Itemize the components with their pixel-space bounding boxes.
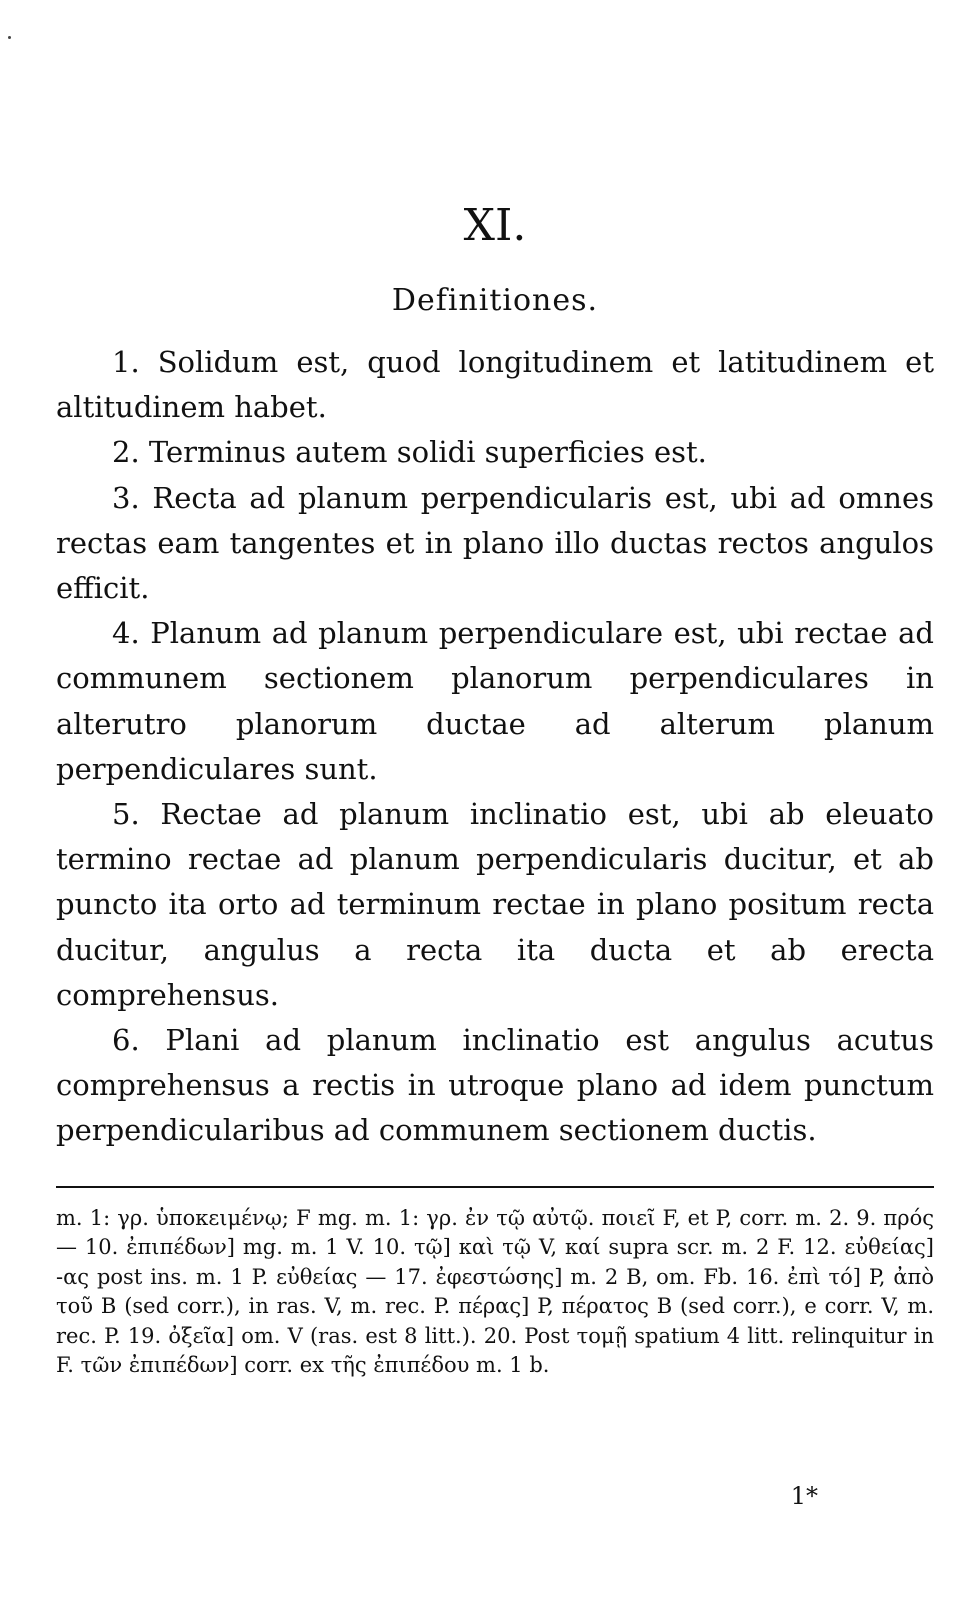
critical-apparatus: m. 1: γρ. ὑποκειμένῳ; F mg. m. 1: γρ. ἐν τῷ αὐτῷ. ποιεῖ F, et P, corr. m. 2. 9. πρός — 10. ἐπιπέδων] mg. m. 1 V. 10. τῷ] καὶ τῷ V, καί supra scr. m. 2 F. 12. εὐθείας] -ας post ins. m. 1 P. εὐθείας — 17. ἐφεστώσης] m. 2 B, om. Fb. 16. ἐπὶ τό] P, ἀπὸ τοῦ B (sed corr.), in ras. V, m. rec. P. πέρας] P, πέρατος B (sed corr.), e corr. V, m. rec. P. 19. ὀξεῖα] om. V (ras. est 8 litt.). 20. Post τομῇ spatium 4 litt. relinquitur in F. τῶν ἐπιπέδων] corr. ex τῆς ἐπιπέδου m. 1 b. xyxy=(56,1206,934,1378)
definitions-list xyxy=(56,340,934,1154)
definition-3: 3. Recta ad planum perpendicularis est, ubi ad omnes rectas eam tangentes et in plano illo ductas rectos angulos efficit. xyxy=(56,480,934,606)
footnote-divider xyxy=(56,1186,934,1188)
margin-speck xyxy=(8,36,11,39)
section-title: Definitiones. xyxy=(391,283,599,318)
chapter-number: XI. xyxy=(463,200,527,251)
definition-4: 4. Planum ad planum perpendiculare est, ubi rectae ad communem sectionem planorum perpendiculares in alterutro planorum ductae ad alterum planum perpendiculares sunt. xyxy=(56,616,934,786)
definition-1: 1. Solidum est, quod longitudinem et latitudinem et altitudinem habet. xyxy=(56,345,934,425)
page-signature: 1* xyxy=(790,1482,818,1510)
definition-6: 6. Plani ad planum inclinatio est angulus acutus comprehensus a rectis in utroque plano ad idem punctum perpendicularibus ad communem sectionem ductis. xyxy=(56,1023,934,1148)
definition-2: 2. Terminus autem solidi superficies est. xyxy=(112,435,707,470)
book-page xyxy=(56,0,934,1609)
definition-5: 5. Rectae ad planum inclinatio est, ubi ab eleuato termino rectae ad planum perpendicularis ducitur, et ab puncto ita orto ad terminum rectae in plano positum recta ducitur, angulus a recta ita ducta et ab erecta comprehensus. xyxy=(56,797,934,1012)
